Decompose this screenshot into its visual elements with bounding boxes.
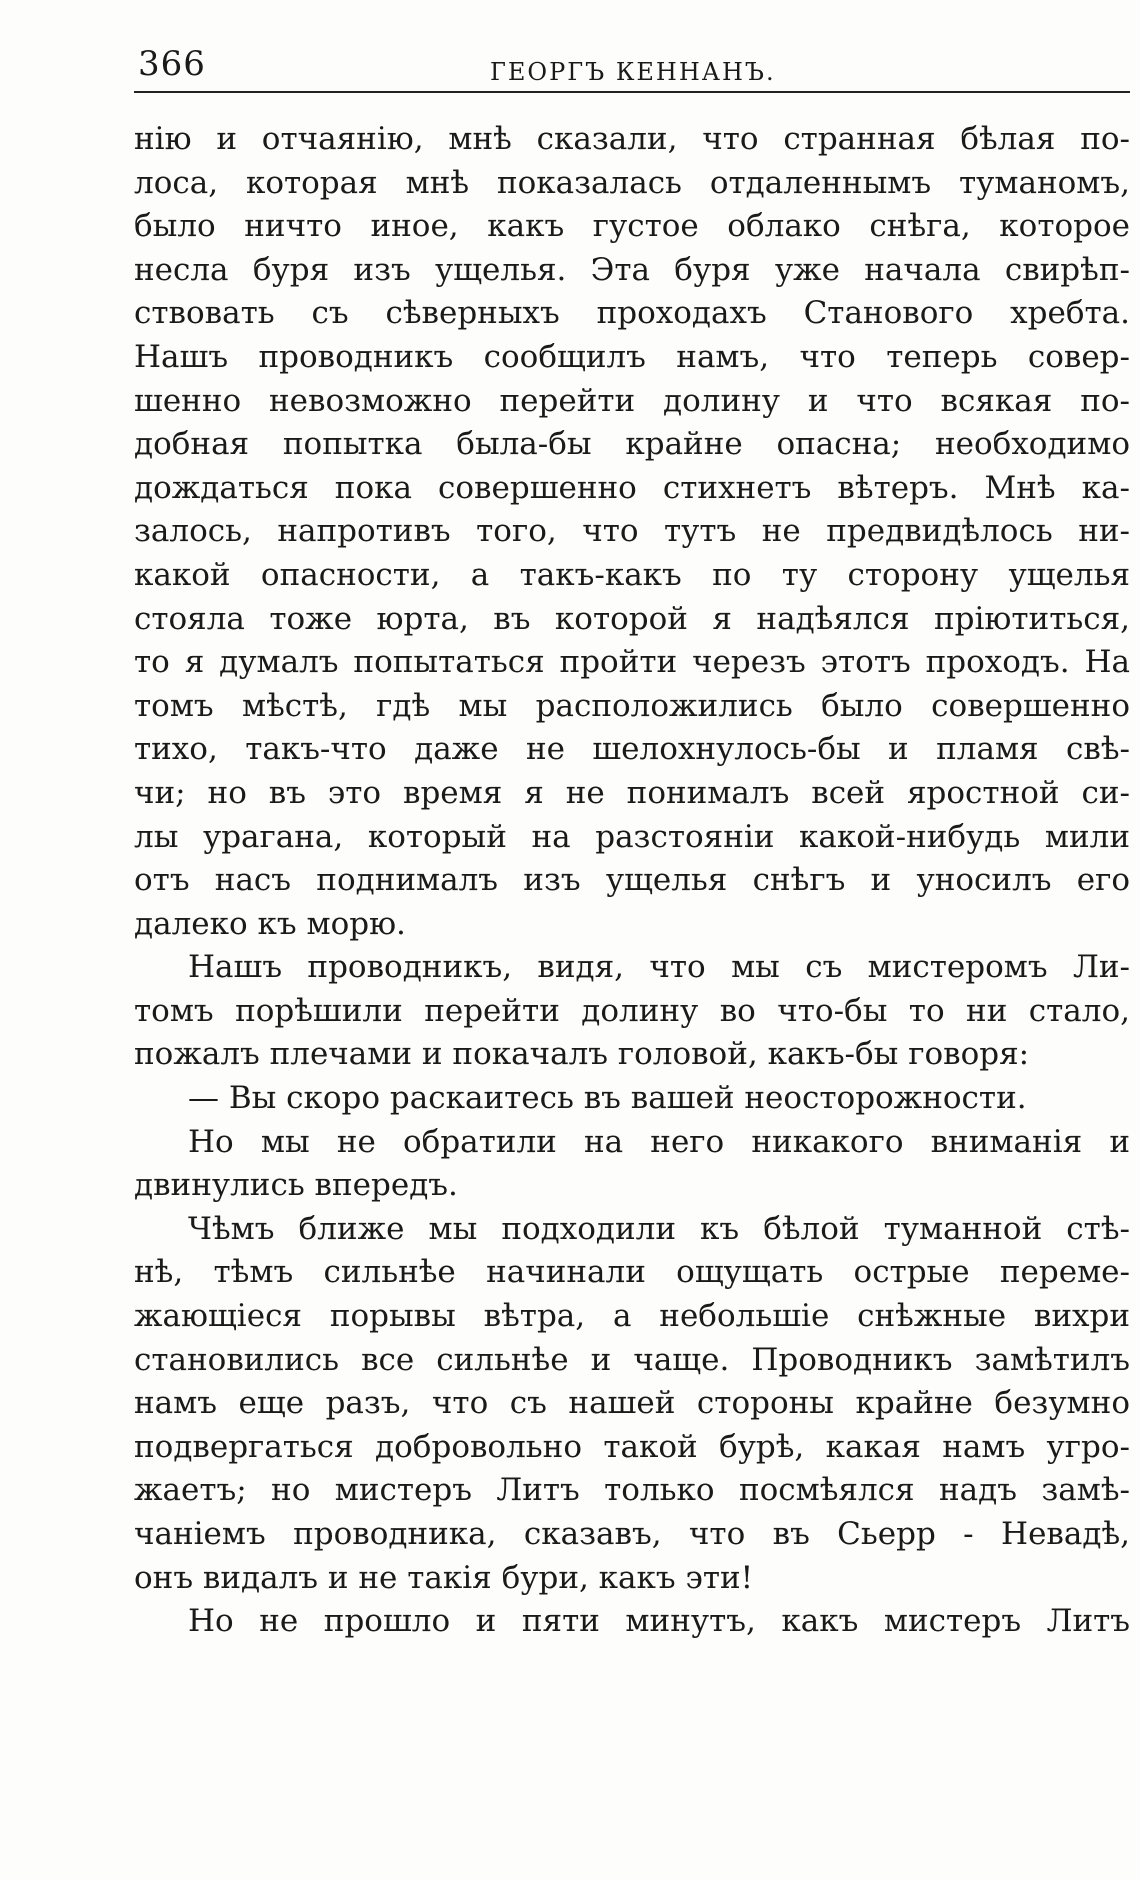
running-title: ГЕОРГЪ КЕННАНЪ. xyxy=(490,58,776,86)
text-line: Но не прошло и пяти минутъ, какъ мистеръ Литъ xyxy=(188,1603,1130,1640)
text-line: Нашъ проводникъ, видя, что мы съ мистеромъ Ли- xyxy=(188,949,1130,986)
text-line: то я думалъ попытаться пройти черезъ этотъ проходъ. На xyxy=(134,644,1130,681)
text-line: Но мы не обратили на него никакого вниманія и xyxy=(188,1123,1130,1160)
text-line: несла буря изъ ущелья. Эта буря уже начала свирѣп- xyxy=(134,251,1130,288)
text-line: стояла тоже юрта, въ которой я надѣялся пріютиться, xyxy=(134,600,1130,637)
text-line: отъ насъ поднималъ изъ ущелья снѣгъ и уносилъ его xyxy=(134,862,1130,899)
text-line: жаетъ; но мистеръ Литъ только посмѣялся надъ замѣ- xyxy=(134,1472,1130,1509)
text-line: намъ еще разъ, что съ нашей стороны крайне безумно xyxy=(134,1385,1130,1422)
text-line: Чѣмъ ближе мы подходили къ бѣлой туманной стѣ- xyxy=(188,1210,1130,1247)
text-line: томъ мѣстѣ, гдѣ мы расположились было совершенно xyxy=(134,687,1130,724)
text-line: шенно невозможно перейти долину и что всякая по- xyxy=(134,382,1130,419)
text-line: было ничто иное, какъ густое облако снѣга, которое xyxy=(134,208,1130,245)
body-text xyxy=(134,118,1130,1644)
text-line: томъ порѣшили перейти долину во что-бы то ни стало, xyxy=(134,992,1130,1029)
text-line: пожалъ плечами и покачалъ головой, какъ-бы говоря: xyxy=(134,1036,1030,1073)
text-line: онъ видалъ и не такія бури, какъ эти! xyxy=(134,1559,754,1596)
text-line: лы урагана, который на разстояніи какой-нибудь мили xyxy=(134,818,1130,855)
text-line: двинулись впередъ. xyxy=(134,1167,458,1204)
text-line: ствовать съ сѣверныхъ проходахъ Станового хребта. xyxy=(134,295,1130,332)
text-line: залось, напротивъ того, что тутъ не предвидѣлось ни- xyxy=(134,513,1130,550)
text-line: тихо, такъ-что даже не шелохнулось-бы и пламя свѣ- xyxy=(134,731,1130,768)
text-line: какой опасности, а такъ-какъ по ту сторону ущелья xyxy=(134,556,1130,593)
text-line: Нашъ проводникъ сообщилъ намъ, что теперь совер- xyxy=(134,338,1130,375)
text-line: нѣ, тѣмъ сильнѣе начинали ощущать острые переме- xyxy=(134,1254,1130,1291)
text-line: добная попытка была-бы крайне опасна; необходимо xyxy=(134,426,1130,463)
text-line: лоса, которая мнѣ показалась отдаленнымъ туманомъ, xyxy=(134,164,1130,201)
header-rule xyxy=(134,91,1130,93)
text-line: нію и отчаянію, мнѣ сказали, что странная бѣлая по- xyxy=(134,121,1130,157)
running-head xyxy=(134,40,1014,90)
text-line: жающіеся порывы вѣтра, а небольшіе снѣжные вихри xyxy=(134,1298,1130,1335)
text-line: — Вы скоро раскаитесь въ вашей неосторожности. xyxy=(188,1080,1027,1117)
text-line: подвергаться добровольно такой бурѣ, какая намъ угро- xyxy=(134,1428,1130,1465)
text-line: чи; но въ это время я не понималъ всей яростной си- xyxy=(134,774,1130,811)
text-line: чаніемъ проводника, сказавъ, что въ Сьерр - Невадѣ, xyxy=(134,1516,1130,1552)
text-line: становились все сильнѣе и чаще. Проводникъ замѣтилъ xyxy=(134,1341,1130,1378)
page-number: 366 xyxy=(138,44,206,84)
text-line: далеко къ морю. xyxy=(134,905,406,942)
text-line: дождаться пока совершенно стихнетъ вѣтеръ. Мнѣ ка- xyxy=(134,469,1130,506)
